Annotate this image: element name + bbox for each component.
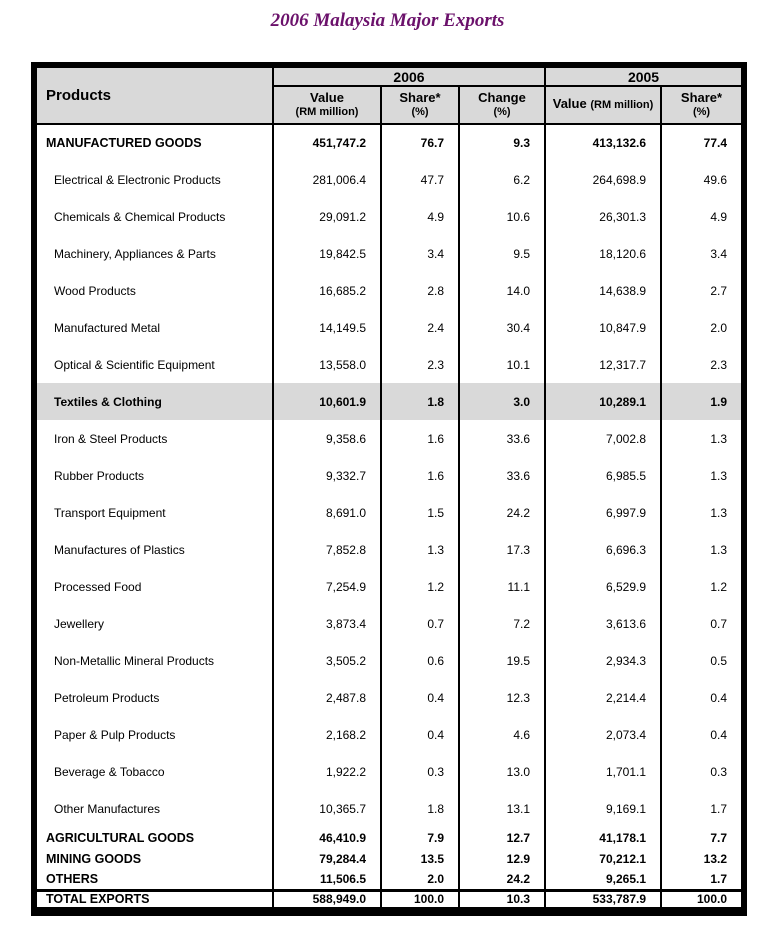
- value-2005-cell: 26,301.3: [545, 198, 661, 235]
- share-2005-cell: 1.3: [661, 457, 744, 494]
- share-2005-cell: 3.4: [661, 235, 744, 272]
- value-2005-cell: 2,073.4: [545, 716, 661, 753]
- year-2005-group-header: 2005: [545, 65, 744, 86]
- table-row: [34, 531, 744, 568]
- table-row: [34, 716, 744, 753]
- value-2005-cell: 70,212.1: [545, 848, 661, 869]
- year-2006-group-header: 2006: [273, 65, 545, 86]
- change-cell: 13.1: [459, 790, 545, 827]
- value-2005-cell: 18,120.6: [545, 235, 661, 272]
- product-name-cell: Electrical & Electronic Products: [54, 172, 221, 187]
- value-2006-header-sub: (RM million): [295, 105, 359, 118]
- change-cell: 4.6: [459, 716, 545, 753]
- share-2005-cell: 13.2: [661, 848, 744, 869]
- share-2006-cell: 100.0: [381, 890, 459, 911]
- share-2005-cell: 0.4: [661, 716, 744, 753]
- share-2005-cell: 4.9: [661, 198, 744, 235]
- value-2005-cell: 9,169.1: [545, 790, 661, 827]
- table-row: [34, 124, 744, 161]
- value-2006-cell: 451,747.2: [273, 124, 381, 161]
- table-row: [34, 309, 744, 346]
- products-column-header: Products: [34, 65, 273, 124]
- change-cell: 10.6: [459, 198, 545, 235]
- product-name-cell: Other Manufactures: [54, 801, 161, 816]
- value-2005-cell: 6,696.3: [545, 531, 661, 568]
- value-2006-cell: 1,922.2: [273, 753, 381, 790]
- value-2005-cell: 2,214.4: [545, 679, 661, 716]
- share-2005-cell: 1.7: [661, 869, 744, 890]
- value-2006-cell: 2,487.8: [273, 679, 381, 716]
- change-cell: 12.3: [459, 679, 545, 716]
- value-2006-cell: 3,505.2: [273, 642, 381, 679]
- table-row: [34, 272, 744, 309]
- table-row: [34, 642, 744, 679]
- share-2006-header-main: Share*: [399, 89, 441, 105]
- change-cell: 33.6: [459, 457, 545, 494]
- share-2006-column-header: [381, 86, 459, 124]
- value-2006-cell: 29,091.2: [273, 198, 381, 235]
- table-header: [34, 65, 744, 124]
- change-cell: 9.5: [459, 235, 545, 272]
- share-2006-cell: 1.3: [381, 531, 459, 568]
- value-2005-cell: 9,265.1: [545, 869, 661, 890]
- product-name-cell: Rubber Products: [54, 468, 145, 483]
- table-row: [34, 605, 744, 642]
- share-2005-cell: 49.6: [661, 161, 744, 198]
- value-2005-cell: 6,529.9: [545, 568, 661, 605]
- product-name-cell: Chemicals & Chemical Products: [54, 209, 226, 224]
- share-2006-cell: 0.6: [381, 642, 459, 679]
- change-cell: 6.2: [459, 161, 545, 198]
- value-2005-cell: 2,934.3: [545, 642, 661, 679]
- share-2005-cell: 1.3: [661, 531, 744, 568]
- value-2006-cell: 16,685.2: [273, 272, 381, 309]
- share-2006-cell: 2.4: [381, 309, 459, 346]
- share-2006-cell: 2.8: [381, 272, 459, 309]
- page-title: 2006 Malaysia Major Exports: [270, 10, 505, 31]
- table-row: [34, 457, 744, 494]
- change-header-sub: (%): [493, 105, 511, 118]
- product-name-cell: OTHERS: [46, 871, 99, 886]
- share-2005-cell: 0.5: [661, 642, 744, 679]
- table-row: [34, 235, 744, 272]
- product-name-cell: Paper & Pulp Products: [54, 727, 176, 742]
- share-2006-cell: 1.6: [381, 457, 459, 494]
- change-cell: 9.3: [459, 124, 545, 161]
- table-body: [34, 124, 744, 911]
- share-2005-cell: 2.7: [661, 272, 744, 309]
- value-2006-cell: 13,558.0: [273, 346, 381, 383]
- value-2005-column-header: [545, 86, 661, 124]
- value-2006-cell: 588,949.0: [273, 890, 381, 911]
- share-2005-header-main: Share*: [680, 89, 723, 105]
- share-2005-column-header: [661, 86, 744, 124]
- change-header-main: Change: [478, 89, 526, 105]
- value-2006-cell: 7,852.8: [273, 531, 381, 568]
- share-2006-cell: 47.7: [381, 161, 459, 198]
- value-2006-cell: 3,873.4: [273, 605, 381, 642]
- value-2006-cell: 2,168.2: [273, 716, 381, 753]
- change-cell: 30.4: [459, 309, 545, 346]
- change-cell: 24.2: [459, 494, 545, 531]
- product-name-cell: Petroleum Products: [54, 690, 160, 705]
- table-row: [34, 161, 744, 198]
- table-row: [34, 679, 744, 716]
- value-2005-cell: 41,178.1: [545, 827, 661, 848]
- value-2005-cell: 533,787.9: [545, 890, 661, 911]
- table-row: [34, 848, 744, 869]
- exports-table: [31, 62, 747, 916]
- change-column-header: [459, 86, 545, 124]
- share-2006-cell: 1.2: [381, 568, 459, 605]
- value-2005-cell: 413,132.6: [545, 124, 661, 161]
- value-2006-cell: 7,254.9: [273, 568, 381, 605]
- share-2006-cell: 1.8: [381, 790, 459, 827]
- share-2005-header-sub: (%): [692, 105, 711, 118]
- product-name-cell: TOTAL EXPORTS: [34, 890, 273, 911]
- change-cell: 33.6: [459, 420, 545, 457]
- value-2006-header-main: Value: [310, 89, 344, 105]
- value-2006-cell: 8,691.0: [273, 494, 381, 531]
- value-2005-cell: 1,701.1: [545, 753, 661, 790]
- table-row: [34, 753, 744, 790]
- product-name-cell: Textiles & Clothing: [34, 383, 273, 420]
- share-2005-cell: 1.3: [661, 494, 744, 531]
- table-row: [34, 346, 744, 383]
- product-name-cell: Processed Food: [54, 579, 142, 594]
- product-name-cell: Wood Products: [54, 283, 136, 298]
- share-2005-cell: 1.9: [661, 383, 744, 420]
- change-cell: 12.7: [459, 827, 545, 848]
- product-name-cell: MINING GOODS: [46, 851, 142, 866]
- value-2006-cell: 79,284.4: [273, 848, 381, 869]
- share-2006-header-sub: (%): [411, 105, 429, 118]
- change-cell: 19.5: [459, 642, 545, 679]
- value-2006-cell: 10,365.7: [273, 790, 381, 827]
- share-2006-cell: 2.0: [381, 869, 459, 890]
- product-name-cell: Beverage & Tobacco: [54, 764, 165, 779]
- share-2005-cell: 100.0: [661, 890, 744, 911]
- value-2005-cell: 12,317.7: [545, 346, 661, 383]
- table-row: [34, 869, 744, 890]
- value-2005-cell: 10,289.1: [545, 383, 661, 420]
- share-2006-cell: 1.8: [381, 383, 459, 420]
- change-cell: 10.1: [459, 346, 545, 383]
- share-2005-cell: 0.7: [661, 605, 744, 642]
- change-cell: 3.0: [459, 383, 545, 420]
- share-2005-cell: 0.3: [661, 753, 744, 790]
- change-cell: 12.9: [459, 848, 545, 869]
- share-2005-cell: 2.0: [661, 309, 744, 346]
- value-2006-cell: 46,410.9: [273, 827, 381, 848]
- value-2006-cell: 19,842.5: [273, 235, 381, 272]
- product-name-cell: Manufactures of Plastics: [54, 542, 185, 557]
- value-2006-cell: 281,006.4: [273, 161, 381, 198]
- share-2005-cell: 1.3: [661, 420, 744, 457]
- product-name-cell: AGRICULTURAL GOODS: [46, 830, 195, 845]
- value-2005-cell: 10,847.9: [545, 309, 661, 346]
- table-row: [34, 827, 744, 848]
- share-2005-cell: 2.3: [661, 346, 744, 383]
- product-name-cell: Non-Metallic Mineral Products: [54, 653, 215, 668]
- product-name-cell: Optical & Scientific Equipment: [54, 357, 215, 372]
- share-2006-cell: 0.4: [381, 716, 459, 753]
- product-name-cell: Iron & Steel Products: [54, 431, 168, 446]
- share-2006-cell: 1.5: [381, 494, 459, 531]
- value-2005-cell: 14,638.9: [545, 272, 661, 309]
- value-2005-cell: 3,613.6: [545, 605, 661, 642]
- table-row: [34, 890, 744, 911]
- product-name-cell: Manufactured Metal: [54, 320, 161, 335]
- table-row: [34, 494, 744, 531]
- share-2006-cell: 3.4: [381, 235, 459, 272]
- share-2006-cell: 76.7: [381, 124, 459, 161]
- change-cell: 14.0: [459, 272, 545, 309]
- value-2006-cell: 9,332.7: [273, 457, 381, 494]
- change-cell: 10.3: [459, 890, 545, 911]
- share-2006-cell: 4.9: [381, 198, 459, 235]
- value-2005-cell: 6,997.9: [545, 494, 661, 531]
- share-2005-cell: 1.7: [661, 790, 744, 827]
- value-2006-cell: 10,601.9: [273, 383, 381, 420]
- share-2005-cell: 7.7: [661, 827, 744, 848]
- value-2005-cell: 264,698.9: [545, 161, 661, 198]
- share-2006-cell: 1.6: [381, 420, 459, 457]
- table-row: [34, 198, 744, 235]
- value-2006-column-header: [273, 86, 381, 124]
- change-cell: 24.2: [459, 869, 545, 890]
- share-2005-cell: 77.4: [661, 124, 744, 161]
- value-2005-cell: 6,985.5: [545, 457, 661, 494]
- share-2006-cell: 0.4: [381, 679, 459, 716]
- value-2006-cell: 9,358.6: [273, 420, 381, 457]
- value-2006-cell: 14,149.5: [273, 309, 381, 346]
- table-header-group-row: [34, 65, 744, 86]
- share-2006-cell: 0.3: [381, 753, 459, 790]
- value-2005-header-main: Value: [552, 96, 587, 112]
- share-2006-cell: 2.3: [381, 346, 459, 383]
- share-2006-cell: 0.7: [381, 605, 459, 642]
- share-2006-cell: 13.5: [381, 848, 459, 869]
- table-row: [34, 383, 744, 420]
- change-cell: 17.3: [459, 531, 545, 568]
- table-row: [34, 420, 744, 457]
- value-2005-header-sub: (RM million): [590, 99, 654, 112]
- product-name-cell: Machinery, Appliances & Parts: [54, 246, 216, 261]
- value-2005-cell: 7,002.8: [545, 420, 661, 457]
- change-cell: 13.0: [459, 753, 545, 790]
- product-name-cell: Jewellery: [54, 616, 105, 631]
- product-name-cell: MANUFACTURED GOODS: [46, 136, 202, 150]
- table-row: [34, 568, 744, 605]
- share-2005-cell: 1.2: [661, 568, 744, 605]
- product-name-cell: Transport Equipment: [54, 505, 166, 520]
- change-cell: 7.2: [459, 605, 545, 642]
- value-2006-cell: 11,506.5: [273, 869, 381, 890]
- table-row: [34, 790, 744, 827]
- share-2006-cell: 7.9: [381, 827, 459, 848]
- change-cell: 11.1: [459, 568, 545, 605]
- share-2005-cell: 0.4: [661, 679, 744, 716]
